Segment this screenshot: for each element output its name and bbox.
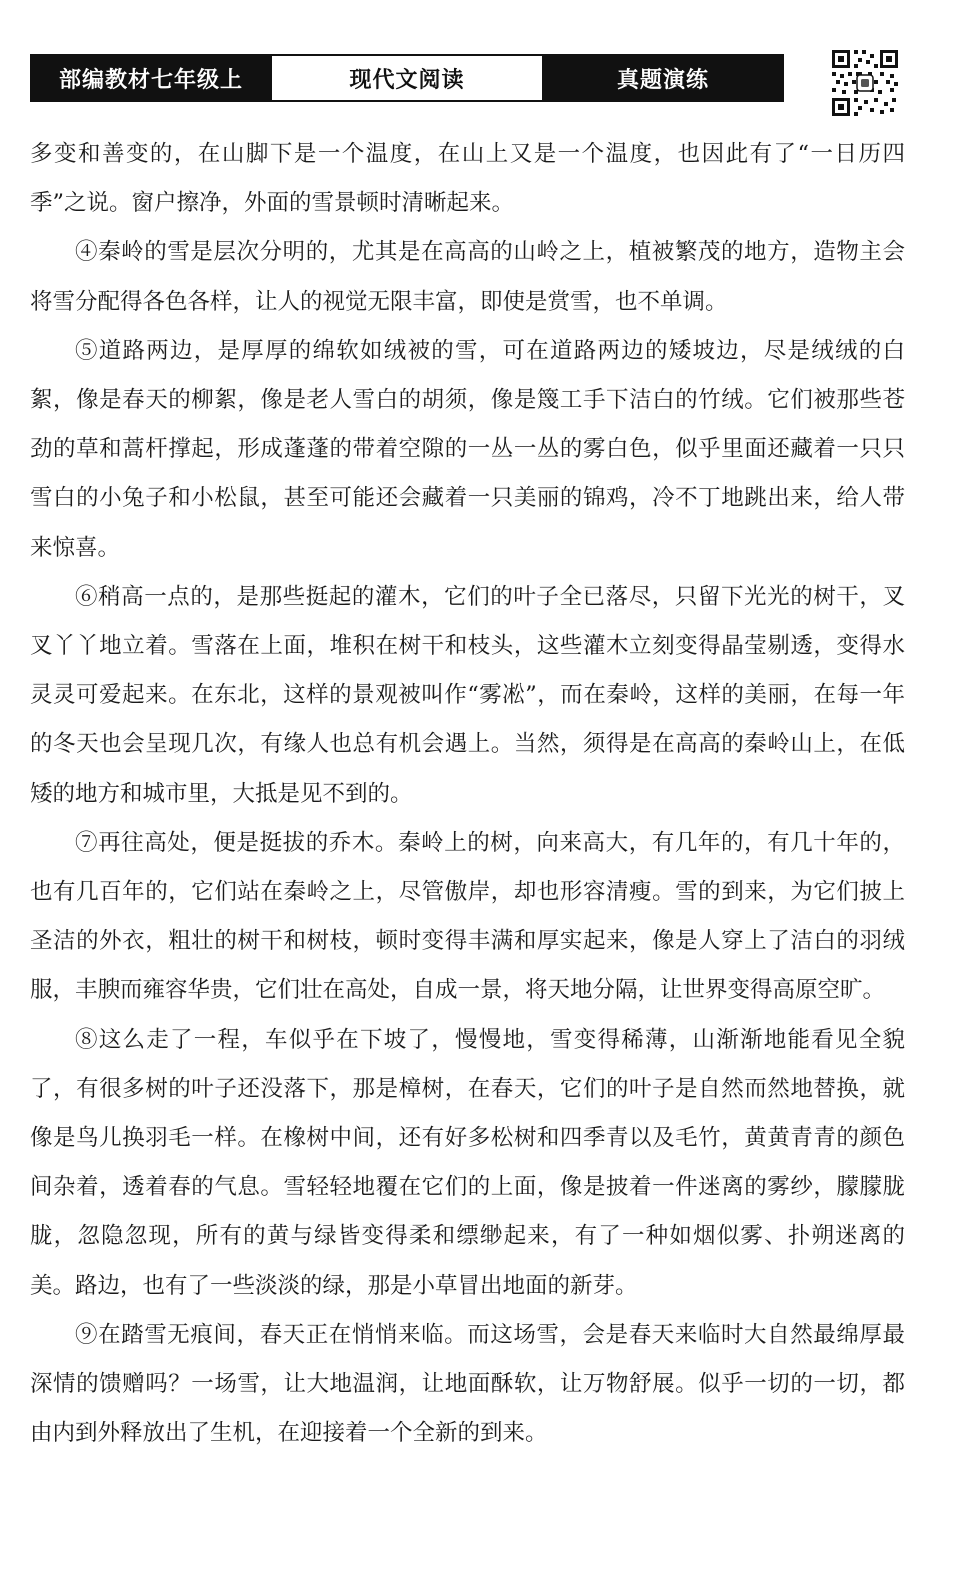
paragraph-8: ⑧这么走了一程，车似乎在下坡了，慢慢地，雪变得稀薄，山渐渐地能看见全貌了，有很多树的叶子还没落下，那是樟树，在春天，它们的叶子是自然而然地替换，就像是鸟儿换羽毛一样。在橡树中间，还有好多松树和四季青以及毛竹，黄黄青青的颜色间杂着，透着春的气息。雪轻轻地覆在它们的上面，像是披着一件迷离的雾纱，朦朦胧胧，忽隐忽现，所有的黄与绿皆变得柔和缥缈起来，有了一种如烟似雾、扑朔迷离的美。路边，也有了一些淡淡的绿，那是小草冒出地面的新芽。 bbox=[30, 1026, 905, 1299]
qr-code-icon bbox=[830, 48, 900, 118]
header-exercise-label: 真题演练 bbox=[544, 56, 782, 100]
paragraph-9: ⑨在踏雪无痕间，春天正在悄悄来临。而这场雪，会是春天来临时大自然最绵厚最深情的馈赠吗？一场雪，让大地温润，让地面酥软，让万物舒展。似乎一切的一切，都由内到外释放出了生机，在迎接着一个全新的到来。 bbox=[30, 1321, 905, 1447]
header-bar bbox=[30, 54, 784, 102]
article-body bbox=[30, 130, 905, 1458]
paragraph-6: ⑥稍高一点的，是那些挺起的灌木，它们的叶子全已落尽，只留下光光的树干，叉叉丫丫地立着。雪落在上面，堆积在树干和枝头，这些灌木立刻变得晶莹剔透，变得水灵灵可爱起来。在东北，这样的景观被叫作“雾凇”，而在秦岭，这样的美丽，在每一年的冬天也会呈现几次，有缘人也总有机会遇上。当然，须得是在高高的秦岭山上，在低矮的地方和城市里，大抵是见不到的。 bbox=[30, 583, 905, 807]
paragraph-4: ④秦岭的雪是层次分明的，尤其是在高高的山岭之上，植被繁茂的地方，造物主会将雪分配得各色各样，让人的视觉无限丰富，即使是赏雪，也不单调。 bbox=[30, 239, 905, 315]
header-section-label: 现代文阅读 bbox=[270, 56, 544, 100]
paragraph-5: ⑤道路两边，是厚厚的绵软如绒被的雪，可在道路两边的矮坡边，尽是绒绒的白絮，像是春天的柳絮，像是老人雪白的胡须，像是篾工手下洁白的竹绒。它们被那些苍劲的草和蒿杆撑起，形成蓬蓬的带着空隙的一丛一丛的雾白色，似乎里面还藏着一只只雪白的小兔子和小松鼠，甚至可能还会藏着一只美丽的锦鸡，冷不丁地跳出来，给人带来惊喜。 bbox=[30, 337, 905, 561]
paragraph-7: ⑦再往高处，便是挺拔的乔木。秦岭上的树，向来高大，有几年的，有几十年的，也有几百年的，它们站在秦岭之上，尽管傲岸，却也形容清瘦。雪的到来，为它们披上圣洁的外衣，粗壮的树干和树枝，顿时变得丰满和厚实起来，像是人穿上了洁白的羽绒服，丰腴而雍容华贵，它们壮在高处，自成一景，将天地分隔，让世界变得高原空旷。 bbox=[30, 829, 905, 1004]
header-grade-label: 部编教材七年级上 bbox=[32, 56, 270, 100]
paragraph-continued: 多变和善变的，在山脚下是一个温度，在山上又是一个温度，也因此有了“一日历四季”之说。窗户擦净，外面的雪景顿时清晰起来。 bbox=[30, 141, 905, 217]
